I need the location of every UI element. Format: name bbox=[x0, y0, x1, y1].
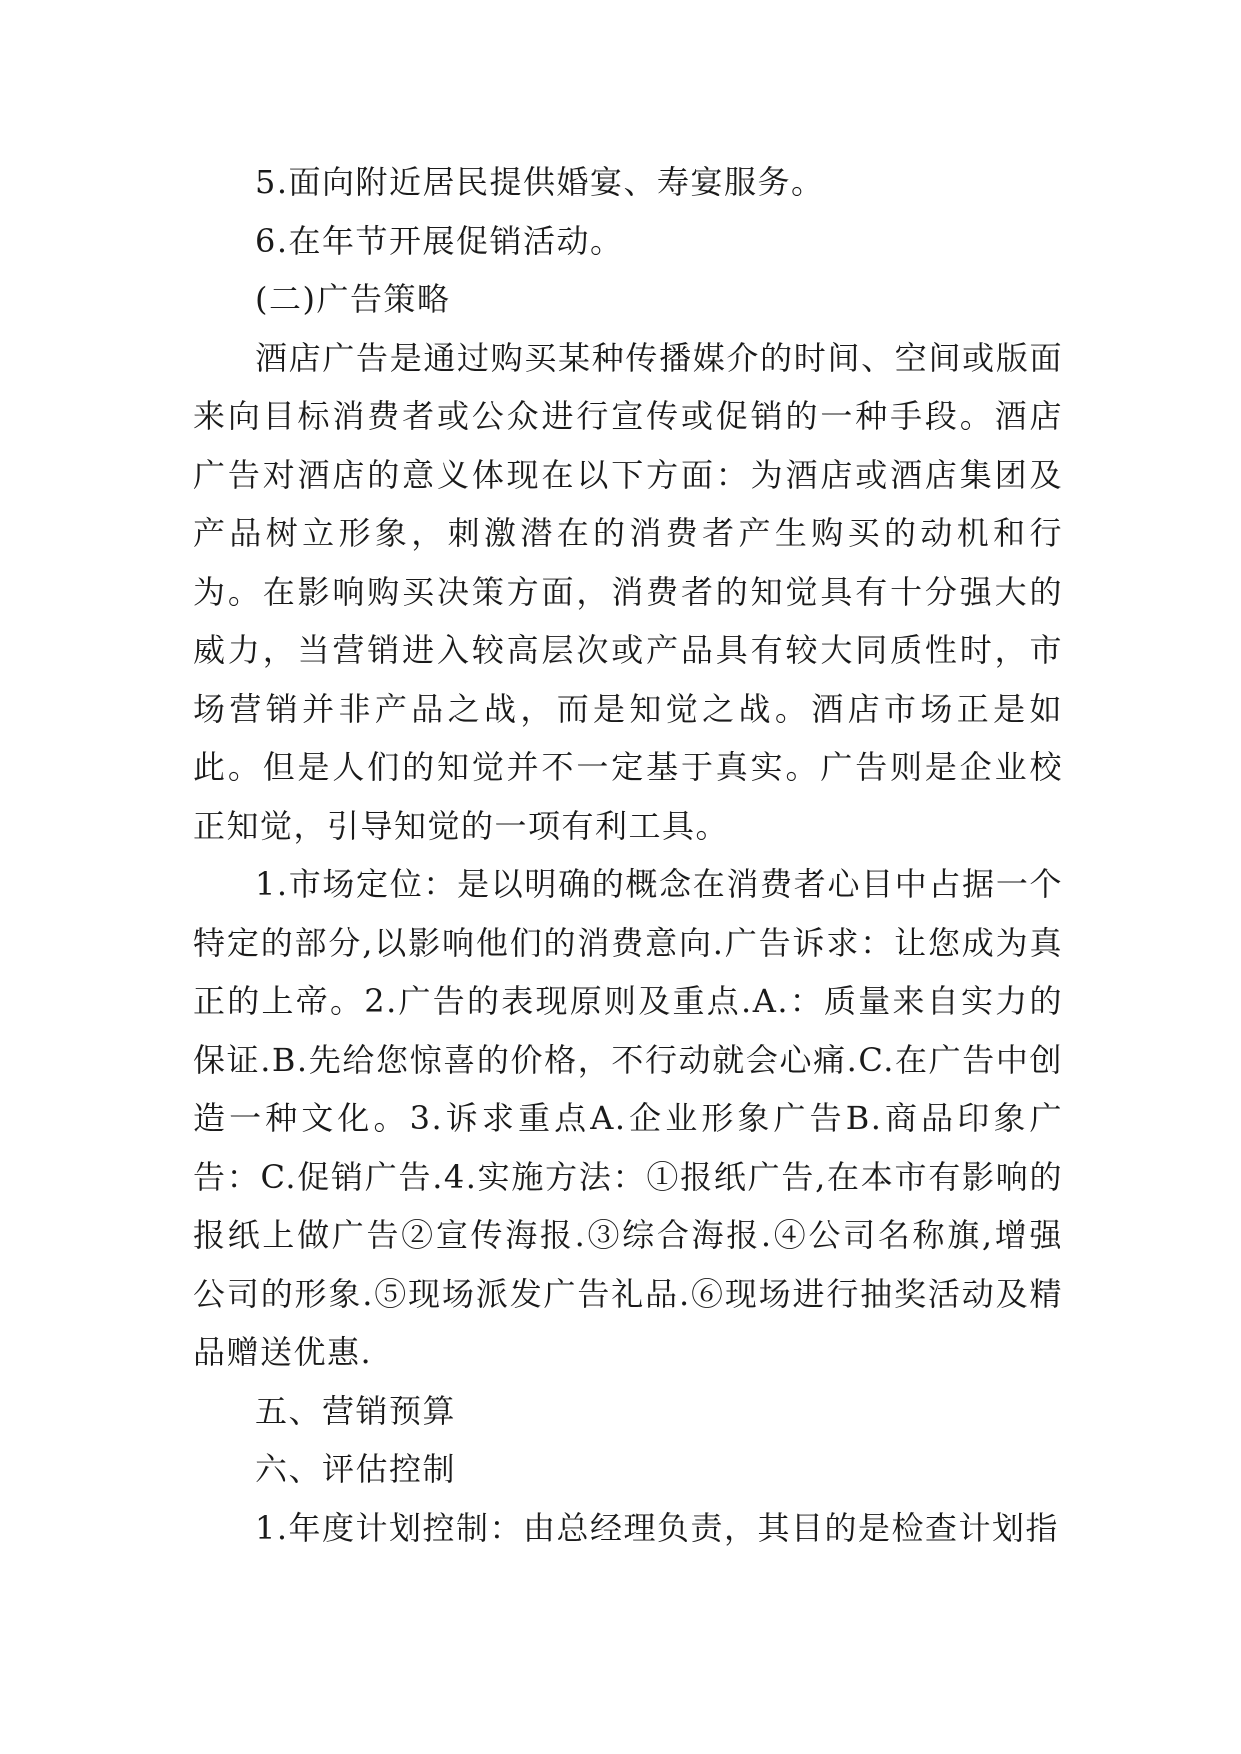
paragraph-advertising-intro: 酒店广告是通过购买某种传播媒介的时间、空间或版面来向目标消费者或公众进行宣传或促销的一种手段。酒店广告对酒店的意义体现在以下方面：为酒店或酒店集团及产品树立形象，刺激潜在的消费者产生购买的动机和行为。在影响购买决策方面，消费者的知觉具有十分强大的威力，当营销进入较高层次或产品具有较大同质性时，市场营销并非产品之战，而是知觉之战。酒店市场正是如此。但是人们的知觉并不一定基于真实。广告则是企业校正知觉，引导知觉的一项有利工具。 bbox=[193, 338, 1063, 845]
paragraph-item-6: 6.在年节开展促销活动。 bbox=[255, 221, 624, 260]
section-heading-marketing-budget: 五、营销预算 bbox=[255, 1391, 457, 1430]
paragraph-item-5: 5.面向附近居民提供婚宴、寿宴服务。 bbox=[255, 163, 825, 201]
document-body bbox=[193, 153, 1063, 1557]
section-heading-evaluation-control: 六、评估控制 bbox=[255, 1450, 457, 1488]
paragraph-market-positioning: 1.市场定位：是以明确的概念在消费者心目中占据一个特定的部分,以影响他们的消费意向.广告诉求：让您成为真正的上帝。2.广告的表现原则及重点.A.：质量来自实力的保证.B.先给您惊喜的价格，不行动就会心痛.C.在广告中创造一种文化。3.诉求重点A.企业形象广告B.商品印象广告：C.促销广告.4.实施方法：①报纸广告,在本市有影响的报纸上做广告②宣传海报.③综合海报.④公司名称旗,增强公司的形象.⑤现场派发广告礼品.⑥现场进行抽奖活动及精品赠送优惠. bbox=[193, 865, 1063, 1371]
section-heading-advertising-strategy: (二)广告策略 bbox=[255, 280, 451, 318]
paragraph-annual-plan-control: 1.年度计划控制：由总经理负责，其目的是检查计划指 bbox=[255, 1508, 1060, 1547]
